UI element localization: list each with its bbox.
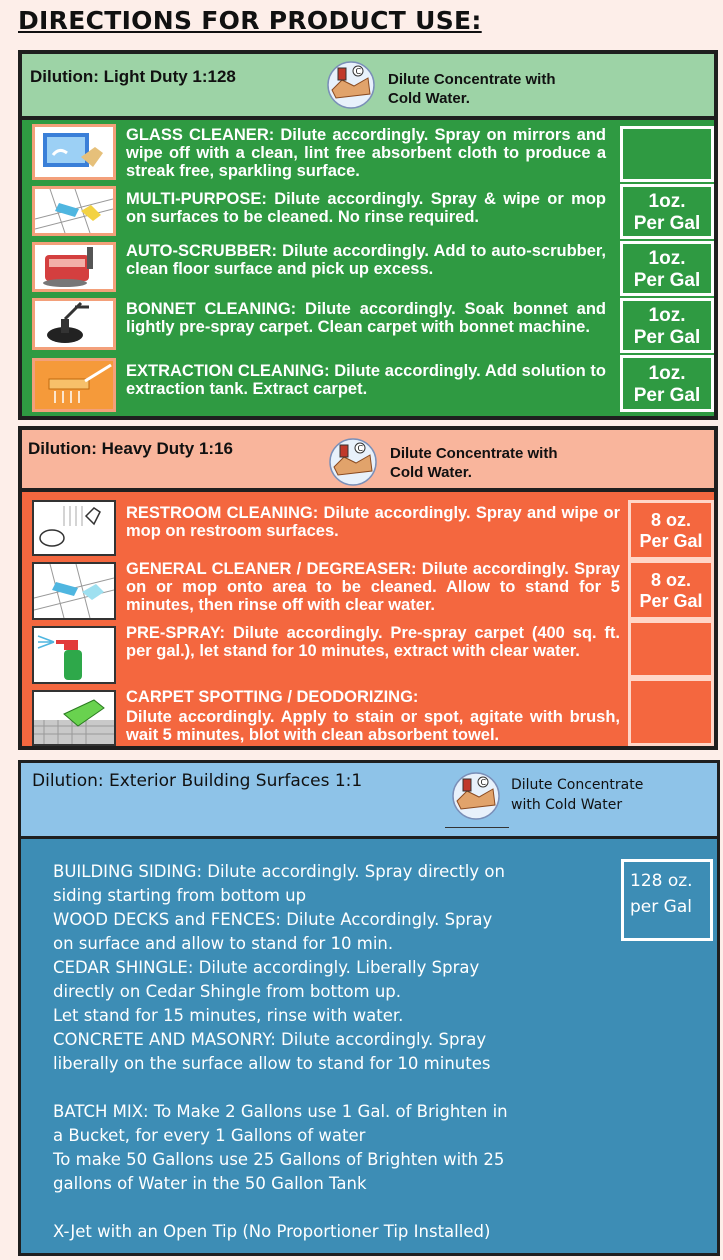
multi-purpose-amount-gal: Per Gal [633, 213, 701, 234]
degreaser-amount-oz: 8 oz. [650, 570, 691, 590]
restroom-amount-oz: 8 oz. [650, 510, 691, 530]
glass-cleaner-text: GLASS CLEANER: Dilute accordingly. Spray on mirrors and wipe off with a clean, lint free absorbent cloth to produce a streak free, sparkling surface. [126, 126, 606, 180]
auto-scrubber-amount-gal: Per Gal [633, 270, 701, 291]
carpet-spotting-title: CARPET SPOTTING / DEODORIZING: [126, 688, 419, 706]
extraction-wand-icon [32, 358, 116, 412]
exterior-amount-box [621, 859, 713, 941]
multi-purpose-amount-box [620, 184, 714, 239]
spray-bottle-icon [32, 626, 116, 684]
dilution-logo-icon [449, 771, 503, 821]
multi-purpose-amount-oz: 1oz. [648, 191, 686, 212]
ext-line: a Bucket, for every 1 Gallons of water [53, 1126, 366, 1145]
exterior-header [21, 763, 717, 839]
extraction-amount-oz: 1oz. [648, 363, 686, 384]
ext-line: siding starting from bottom up [53, 886, 307, 905]
light-duty-header [22, 54, 714, 120]
extraction-amount-box [620, 355, 714, 412]
restroom-cleaning-text: RESTROOM CLEANING: Dilute accordingly. Spray and wipe or mop on restroom surfaces. [126, 504, 620, 540]
page-title: DIRECTIONS FOR PRODUCT USE: [18, 6, 482, 35]
restroom-amount-box [628, 500, 714, 560]
exterior-amount-oz: 128 oz. [630, 871, 693, 891]
exterior-section [18, 760, 720, 1256]
svg-text:C: C [357, 444, 364, 453]
degreaser-icon [32, 562, 116, 620]
ext-line: CEDAR SHINGLE: Dilute accordingly. Liberally Spray [53, 958, 480, 977]
extraction-cleaning-text: EXTRACTION CLEANING: Dilute accordingly. Add solution to extraction tank. Extract carpet. [126, 362, 606, 398]
dilution-logo-icon [326, 437, 380, 487]
ext-line: directly on Cedar Shingle from bottom up. [53, 982, 402, 1001]
auto-scrubber-icon [32, 242, 116, 292]
bonnet-amount-box [620, 298, 714, 353]
restroom-amount-gal: Per Gal [639, 531, 703, 551]
light-duty-section [18, 50, 718, 420]
ext-line: on surface and allow to stand for 10 min. [53, 934, 394, 953]
ext-line: To make 50 Gallons use 25 Gallons of Brighten with 25 [53, 1150, 505, 1169]
glass-cleaning-icon [32, 124, 116, 180]
carpet-spotting-amount-box [628, 678, 714, 746]
heavy-note-line2: Cold Water. [390, 464, 472, 481]
bonnet-cleaning-text: BONNET CLEANING: Dilute accordingly. Soak bonnet and lightly pre-spray carpet. Clean carpet with bonnet machine. [126, 300, 606, 336]
svg-text:C: C [355, 67, 362, 76]
multi-purpose-icon [32, 186, 116, 236]
ext-line: X-Jet with an Open Tip (No Proportioner Tip Installed) [53, 1222, 491, 1241]
ext-line: CONCRETE AND MASONRY: Dilute accordingly. Spray [53, 1030, 487, 1049]
ext-line: BATCH MIX: To Make 2 Gallons use 1 Gal. of Brighten in [53, 1102, 508, 1121]
ext-line: liberally on the surface allow to stand for 10 minutes [53, 1054, 491, 1073]
light-duty-note [388, 70, 556, 108]
exterior-note-line2: with Cold Water [511, 797, 623, 813]
light-note-line2: Cold Water. [388, 90, 470, 107]
heavy-note-line1: Dilute Concentrate with [390, 445, 558, 462]
logo-underline [445, 827, 509, 828]
heavy-duty-header [22, 430, 714, 492]
heavy-duty-label: Dilution: Heavy Duty 1:16 [28, 439, 233, 458]
pre-spray-text: PRE-SPRAY: Dilute accordingly. Pre-spray carpet (400 sq. ft. per gal.), let stand for 10 minutes, extract with clear water. [126, 624, 620, 660]
auto-scrubber-text: AUTO-SCRUBBER: Dilute accordingly. Add to auto-scrubber, clean floor surface and pick up excess. [126, 242, 606, 278]
ext-line: gallons of Water in the 50 Gallon Tank [53, 1174, 367, 1193]
ext-line [53, 1076, 613, 1100]
svg-text:C: C [480, 778, 487, 787]
exterior-amount-gal: per Gal [630, 897, 692, 917]
ext-line [53, 1196, 613, 1220]
heavy-duty-note [390, 444, 558, 482]
exterior-note [511, 775, 643, 815]
degreaser-amount-box [628, 560, 714, 620]
restroom-icon [32, 500, 116, 556]
exterior-instructions [53, 860, 613, 1244]
auto-scrubber-amount-box [620, 241, 714, 296]
degreaser-text: GENERAL CLEANER / DEGREASER: Dilute accordingly. Spray on or mop onto area to be cleaned. Allow to stand for 5 minutes, then rinse off with clear water. [126, 560, 620, 614]
ext-line: WOOD DECKS and FENCES: Dilute Accordingly. Spray [53, 910, 493, 929]
ext-line: BUILDING SIDING: Dilute accordingly. Spray directly on [53, 862, 505, 881]
bonnet-machine-icon [32, 298, 116, 350]
dilution-logo-icon [324, 60, 378, 110]
bonnet-amount-oz: 1oz. [648, 305, 686, 326]
auto-scrubber-amount-oz: 1oz. [648, 248, 686, 269]
extraction-amount-gal: Per Gal [633, 385, 701, 406]
light-note-line1: Dilute Concentrate with [388, 71, 556, 88]
heavy-duty-section [18, 426, 718, 750]
light-duty-label: Dilution: Light Duty 1:128 [30, 67, 236, 86]
pre-spray-amount-box [628, 620, 714, 678]
bonnet-amount-gal: Per Gal [633, 327, 701, 348]
multi-purpose-text: MULTI-PURPOSE: Dilute accordingly. Spray & wipe or mop on surfaces to be cleaned. No rinse required. [126, 190, 606, 226]
exterior-note-line1: Dilute Concentrate [511, 777, 644, 793]
ext-line: Let stand for 15 minutes, rinse with water. [53, 1006, 404, 1025]
degreaser-amount-gal: Per Gal [639, 591, 703, 611]
carpet-spotting-icon [32, 690, 116, 746]
exterior-label: Dilution: Exterior Building Surfaces 1:1 [32, 771, 363, 791]
glass-cleaner-amount-box [620, 126, 714, 182]
carpet-spotting-text: Dilute accordingly. Apply to stain or spot, agitate with brush, wait 5 minutes, blot with clean absorbent towel. [126, 708, 620, 744]
